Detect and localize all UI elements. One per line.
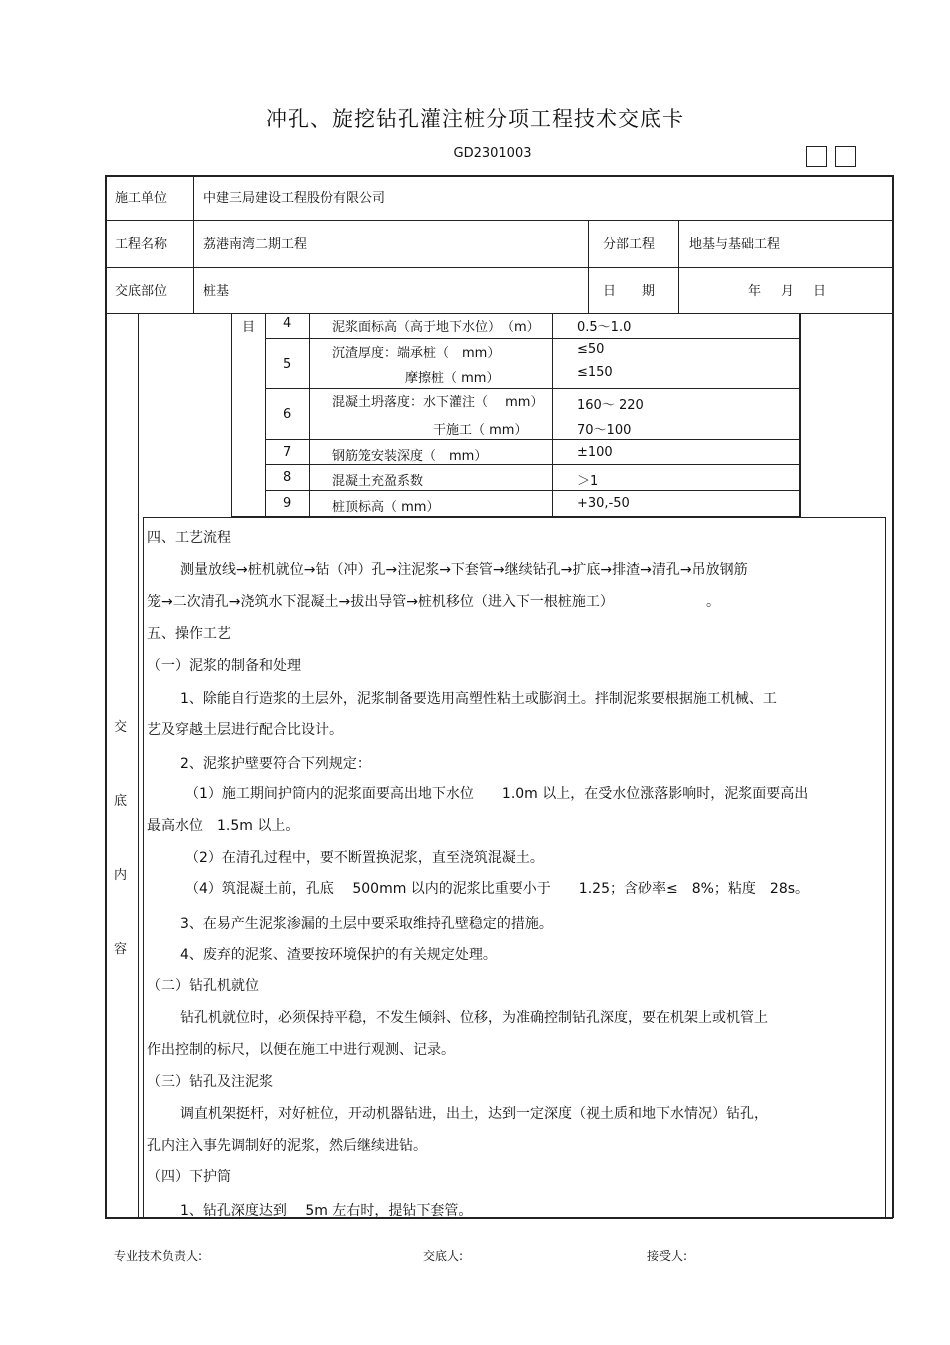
header-row-line-3 [105, 313, 893, 314]
side-char-2: 底 [114, 794, 128, 809]
para-7: 1、钻孔深度达到 5m 左右时，提钻下套管。 [180, 1203, 473, 1219]
param-col-label: 目 [242, 320, 256, 335]
param-item-8: 混凝土充盈系数 [332, 474, 424, 489]
division-label: 分部工程 [603, 237, 656, 252]
para-2-1-line-1: （1）施工期间护筒内的泥浆面要高出地下水位 1.0m 以上，在受水位涨落影响时，泥浆面要高出 [185, 786, 809, 802]
subsection-4-title: （四）下护筒 [147, 1169, 231, 1185]
param-row-line-6 [231, 516, 800, 518]
param-row-line-5 [265, 490, 800, 491]
param-no-8: 8 [283, 470, 292, 485]
param-value-4: 0.5～1.0 [577, 320, 632, 335]
footer-discloser: 交底人: [423, 1249, 464, 1263]
para-5-line-2: 作出控制的标尺，以便在施工中进行观测、记录。 [147, 1042, 455, 1058]
param-item-6a: 混凝土坍落度：水下灌注（ mm） [332, 395, 544, 410]
part-value: 桩基 [203, 284, 230, 299]
param-value-8: ＞1 [577, 474, 599, 489]
param-value-6b: 70～100 [577, 423, 632, 438]
process-flow-line-2: 笼→二次清孔→浇筑水下混凝土→拔出导管→桩机移位（进入下一根桩施工） [147, 594, 614, 610]
para-4: 4、废弃的泥浆、渣要按环境保护的有关规定处理。 [180, 947, 497, 963]
subsection-2-title: （二）钻孔机就位 [147, 978, 259, 994]
footer-tech-lead: 专业技术负责人: [114, 1249, 203, 1263]
param-col-line-3 [552, 313, 553, 517]
param-col-line-1 [265, 313, 266, 517]
section-4-title: 四、工艺流程 [147, 530, 231, 546]
part-label: 交底部位 [115, 284, 168, 299]
header-row-line-1 [105, 220, 893, 221]
param-row-line-1 [265, 338, 800, 339]
document-title: 冲孔、旋挖钻孔灌注桩分项工程技术交底卡 [266, 107, 684, 131]
header-col-line-2 [588, 220, 589, 313]
param-item-5a: 沉渣厚度：端承桩（ mm） [332, 346, 501, 361]
param-item-5b: 摩擦桩（ mm） [405, 371, 500, 386]
side-char-3: 内 [114, 868, 128, 883]
para-2-4: （4）筑混凝土前，孔底 500mm 以内的泥浆比重要小于 1.25；含砂率≤ 8%；粘度 28s。 [185, 881, 810, 897]
inner-page-right [885, 518, 886, 1218]
param-no-5: 5 [283, 357, 292, 372]
date-month: 月 [781, 284, 795, 299]
subsection-3-title: （三）钻孔及注泥浆 [147, 1074, 273, 1090]
document-code: GD2301003 [453, 146, 532, 161]
section-5-title: 五、操作工艺 [147, 626, 231, 642]
checkbox-2[interactable] [835, 146, 856, 167]
param-value-5a: ≤50 [577, 342, 605, 357]
frame-left [105, 175, 107, 1218]
date-year: 年 [748, 284, 762, 299]
date-day: 日 [813, 284, 827, 299]
project-label: 工程名称 [115, 237, 168, 252]
param-col-line-0 [231, 313, 232, 517]
param-item-9: 桩顶标高（ mm） [332, 500, 440, 515]
header-col-line-1 [193, 175, 194, 313]
param-value-6a: 160～ 220 [577, 398, 644, 413]
param-no-6: 6 [283, 407, 292, 422]
para-6-line-2: 孔内注入事先调制好的泥浆，然后继续进钻。 [147, 1138, 427, 1154]
frame-right [892, 175, 894, 1218]
side-char-1: 交 [114, 720, 128, 735]
param-row-line-3 [265, 439, 800, 440]
param-item-6b: 干施工（ mm） [433, 423, 528, 438]
para-1-line-1: 1、除能自行造浆的土层外，泥浆制备要选用高塑性粘土或膨润土。拌制泥浆要根据施工机械、工 [180, 691, 777, 707]
param-row-line-4 [265, 464, 800, 465]
para-3: 3、在易产生泥浆渗漏的土层中要采取维持孔壁稳定的措施。 [180, 916, 553, 932]
param-col-line-4 [799, 313, 801, 517]
para-2: 2、泥浆护壁要符合下列规定： [180, 756, 371, 772]
param-row-line-2 [265, 388, 800, 389]
param-value-9: +30,-50 [577, 496, 630, 511]
frame-top [105, 175, 893, 177]
header-row-line-2 [105, 267, 893, 268]
checkbox-1[interactable] [806, 146, 827, 167]
side-char-4: 容 [114, 942, 128, 957]
unit-value: 中建三局建设工程股份有限公司 [203, 191, 386, 206]
header-col-line-3 [678, 220, 679, 313]
process-flow-line-2-end: 。 [706, 594, 720, 610]
param-no-7: 7 [283, 445, 292, 460]
param-value-7: ±100 [577, 445, 613, 460]
param-value-5b: ≤150 [577, 365, 613, 380]
para-2-1-line-2: 最高水位 1.5m 以上。 [147, 818, 300, 834]
param-item-4: 泥浆面标高（高于地下水位） （m） [332, 320, 540, 335]
division-value: 地基与基础工程 [689, 237, 781, 252]
para-2-2: （2）在清孔过程中，要不断置换泥浆，直至浇筑混凝土。 [185, 850, 544, 866]
inner-page-left [143, 518, 144, 1218]
para-1-line-2: 艺及穿越土层进行配合比设计。 [147, 722, 343, 738]
para-5-line-1: 钻孔机就位时，必须保持平稳，不发生倾斜、位移，为准确控制钻孔深度，要在机架上或机管上 [180, 1010, 768, 1026]
unit-label: 施工单位 [115, 191, 168, 206]
subsection-1-title: （一）泥浆的制备和处理 [147, 658, 301, 674]
date-label: 日 期 [603, 284, 656, 299]
project-value: 荔港南湾二期工程 [203, 237, 308, 252]
process-flow-line-1: 测量放线→桩机就位→钻（冲）孔→注泥浆→下套管→继续钻孔→扩底→排渣→清孔→吊放钢筋 [180, 562, 748, 578]
footer-receiver: 接受人: [647, 1249, 688, 1263]
side-column-line [138, 313, 139, 1218]
param-no-4: 4 [283, 316, 292, 331]
para-6-line-1: 调直机架挺杆，对好桩位，开动机器钻进，出土，达到一定深度（视土质和地下水情况）钻孔， [180, 1106, 768, 1122]
param-item-7: 钢筋笼安装深度（ mm） [332, 449, 488, 464]
param-no-9: 9 [283, 496, 292, 511]
param-col-line-2 [309, 313, 310, 517]
